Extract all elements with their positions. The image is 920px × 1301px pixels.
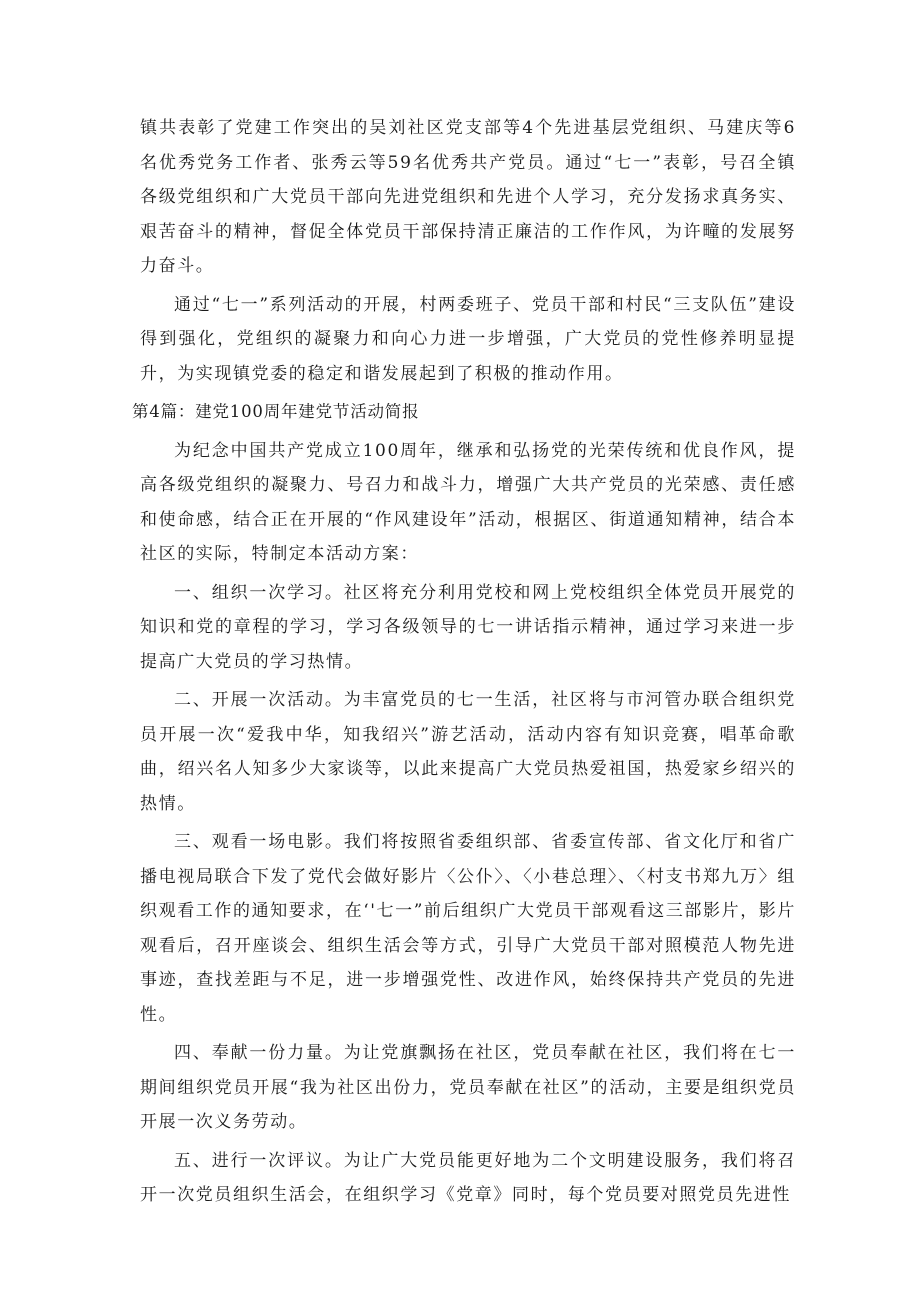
paragraph-item-movie: 三、观看一场电影。我们将按照省委组织部、省委宣传部、省文化厅和省广播电视局联合下发了党代会做好影片〈公仆〉、〈小巷总理〉、〈村支书郑九万〉组织观看工作的通知要求，在‘'七一”前后组织广大党员干部观看这三部影片，影片观看后，召开座谈会、组织生活会等方式，引导广大党员干部对照模范人物先进事迹，查找差距与不足，进一步增强党性、改进作风，始终保持共产党员的先进性。 — [140, 832, 796, 1025]
paragraph-summary: 通过“七一”系列活动的开展，村两委班子、党员干部和村民“三支队伍”建设得到强化，党组织的凝聚力和向心力进一步增强，广大党员的党性修养明显提升，为实现镇党委的稳定和谐发展起到了积极的推动作用。 — [140, 294, 796, 384]
paragraph-intro: 为纪念中国共产党成立100周年，继承和弘扬党的光荣传统和优良作风，提高各级党组织的凝聚力、号召力和战斗力，增强广大共产党员的光荣感、责任感和使命感，结合正在开展的“作风建设年”活动，根据区、街道通知精神，结合本社区的实际，特制定本活动方案： — [140, 440, 796, 564]
paragraph-item-evaluation: 五、进行一次评议。为让广大党员能更好地为二个文明建设服务，我们将召开一次党员组织生活会，在组织学习《党章》同时，每个党员要对照党员先进性 — [140, 1150, 796, 1205]
paragraph-item-study: 一、组织一次学习。社区将充分利用党校和网上党校组织全体党员开展党的知识和党的章程的学习，学习各级领导的七一讲话指示精神，通过学习来进一步提高广大党员的学习热情。 — [140, 582, 796, 672]
paragraph-commendation: 镇共表彰了党建工作突出的吴刘社区党支部等4个先进基层党组织、马建庆等6名优秀党务工作者、张秀云等59名优秀共产党员。通过“七一”表彰，号召全镇各级党组织和广大党员干部向先进党组织和先进个人学习，充分发扬求真务实、艰苦奋斗的精神，督促全体党员干部保持清正廉洁的工作作风，为许疃的发展努力奋斗。 — [140, 118, 796, 276]
paragraph-item-contribution: 四、奉献一份力量。为让党旗飘扬在社区，党员奉献在社区，我们将在七一期间组织党员开展“我为社区出份力，党员奉献在社区”的活动，主要是组织党员开展一次义务劳动。 — [140, 1043, 796, 1132]
document-body — [132, 111, 796, 1217]
section-heading: 第4篇：建党100周年建党节活动简报 — [132, 402, 420, 421]
paragraph-item-activity: 二、开展一次活动。为丰富党员的七一生活，社区将与市河管办联合组织党员开展一次“爱我中华，知我绍兴”游艺活动，活动内容有知识竞赛，唱革命歌曲，绍兴名人知多少大家谈等，以此来提高广大党员热爱祖国，热爱家乡绍兴的热情。 — [140, 690, 796, 814]
